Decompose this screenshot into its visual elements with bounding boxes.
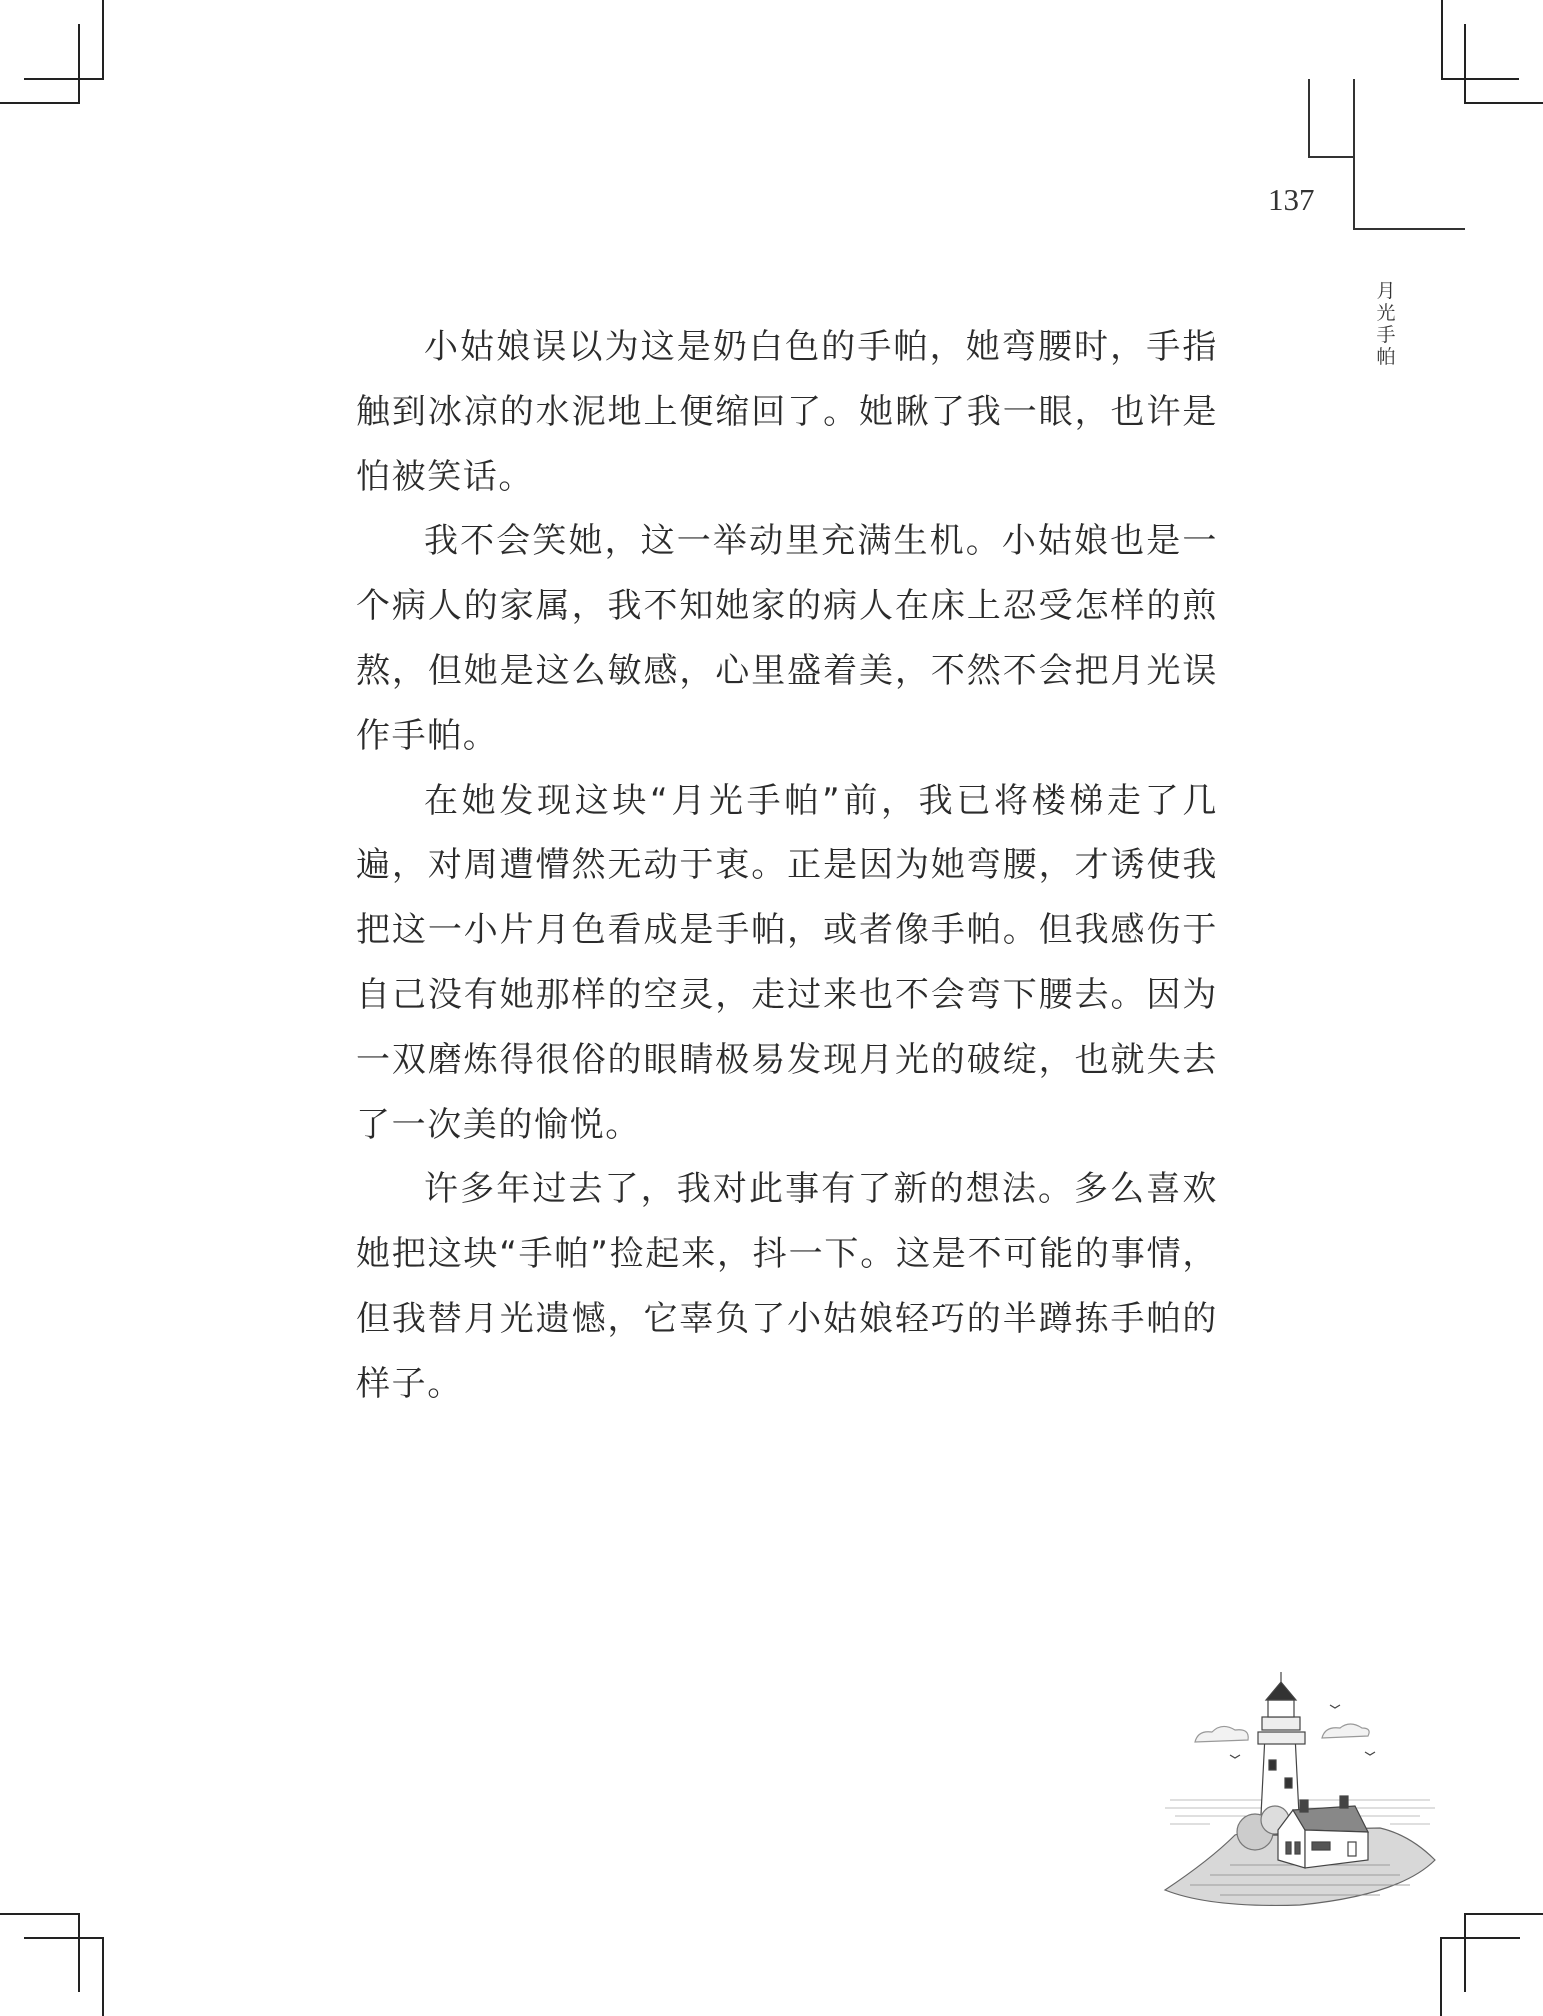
running-title: 月光手帕 — [1376, 280, 1396, 368]
paragraph: 许多年过去了，我对此事有了新的想法。多么喜欢她把这块“手帕”捡起来，抖一下。这是不可能的事情，但我替月光遗憾，它辜负了小姑娘轻巧的半蹲拣手帕的样子。 — [356, 1169, 1218, 1404]
body-text — [356, 315, 1218, 1417]
lighthouse-sketch-icon — [1150, 1660, 1450, 1910]
page-number: 137 — [1268, 182, 1315, 217]
lighthouse-illustration — [1150, 1660, 1450, 1910]
paragraph: 我不会笑她，这一举动里充满生机。小姑娘也是一个病人的家属，我不知她家的病人在床上忍受怎样的煎熬，但她是这么敏感，心里盛着美，不然不会把月光误作手帕。 — [356, 521, 1218, 756]
paragraph: 小姑娘误以为这是奶白色的手帕，她弯腰时，手指触到冰凉的水泥地上便缩回了。她瞅了我一眼，也许是怕被笑话。 — [356, 327, 1218, 497]
paragraph: 在她发现这块“月光手帕”前，我已将楼梯走了几遍，对周遭懵然无动于衷。正是因为她弯腰，才诱使我把这一小片月色看成是手帕，或者像手帕。但我感伤于自己没有她那样的空灵，走过来也不会弯下腰去。因为一双磨炼得很俗的眼睛极易发现月光的破绽，也就失去了一次美的愉悦。 — [356, 780, 1218, 1145]
